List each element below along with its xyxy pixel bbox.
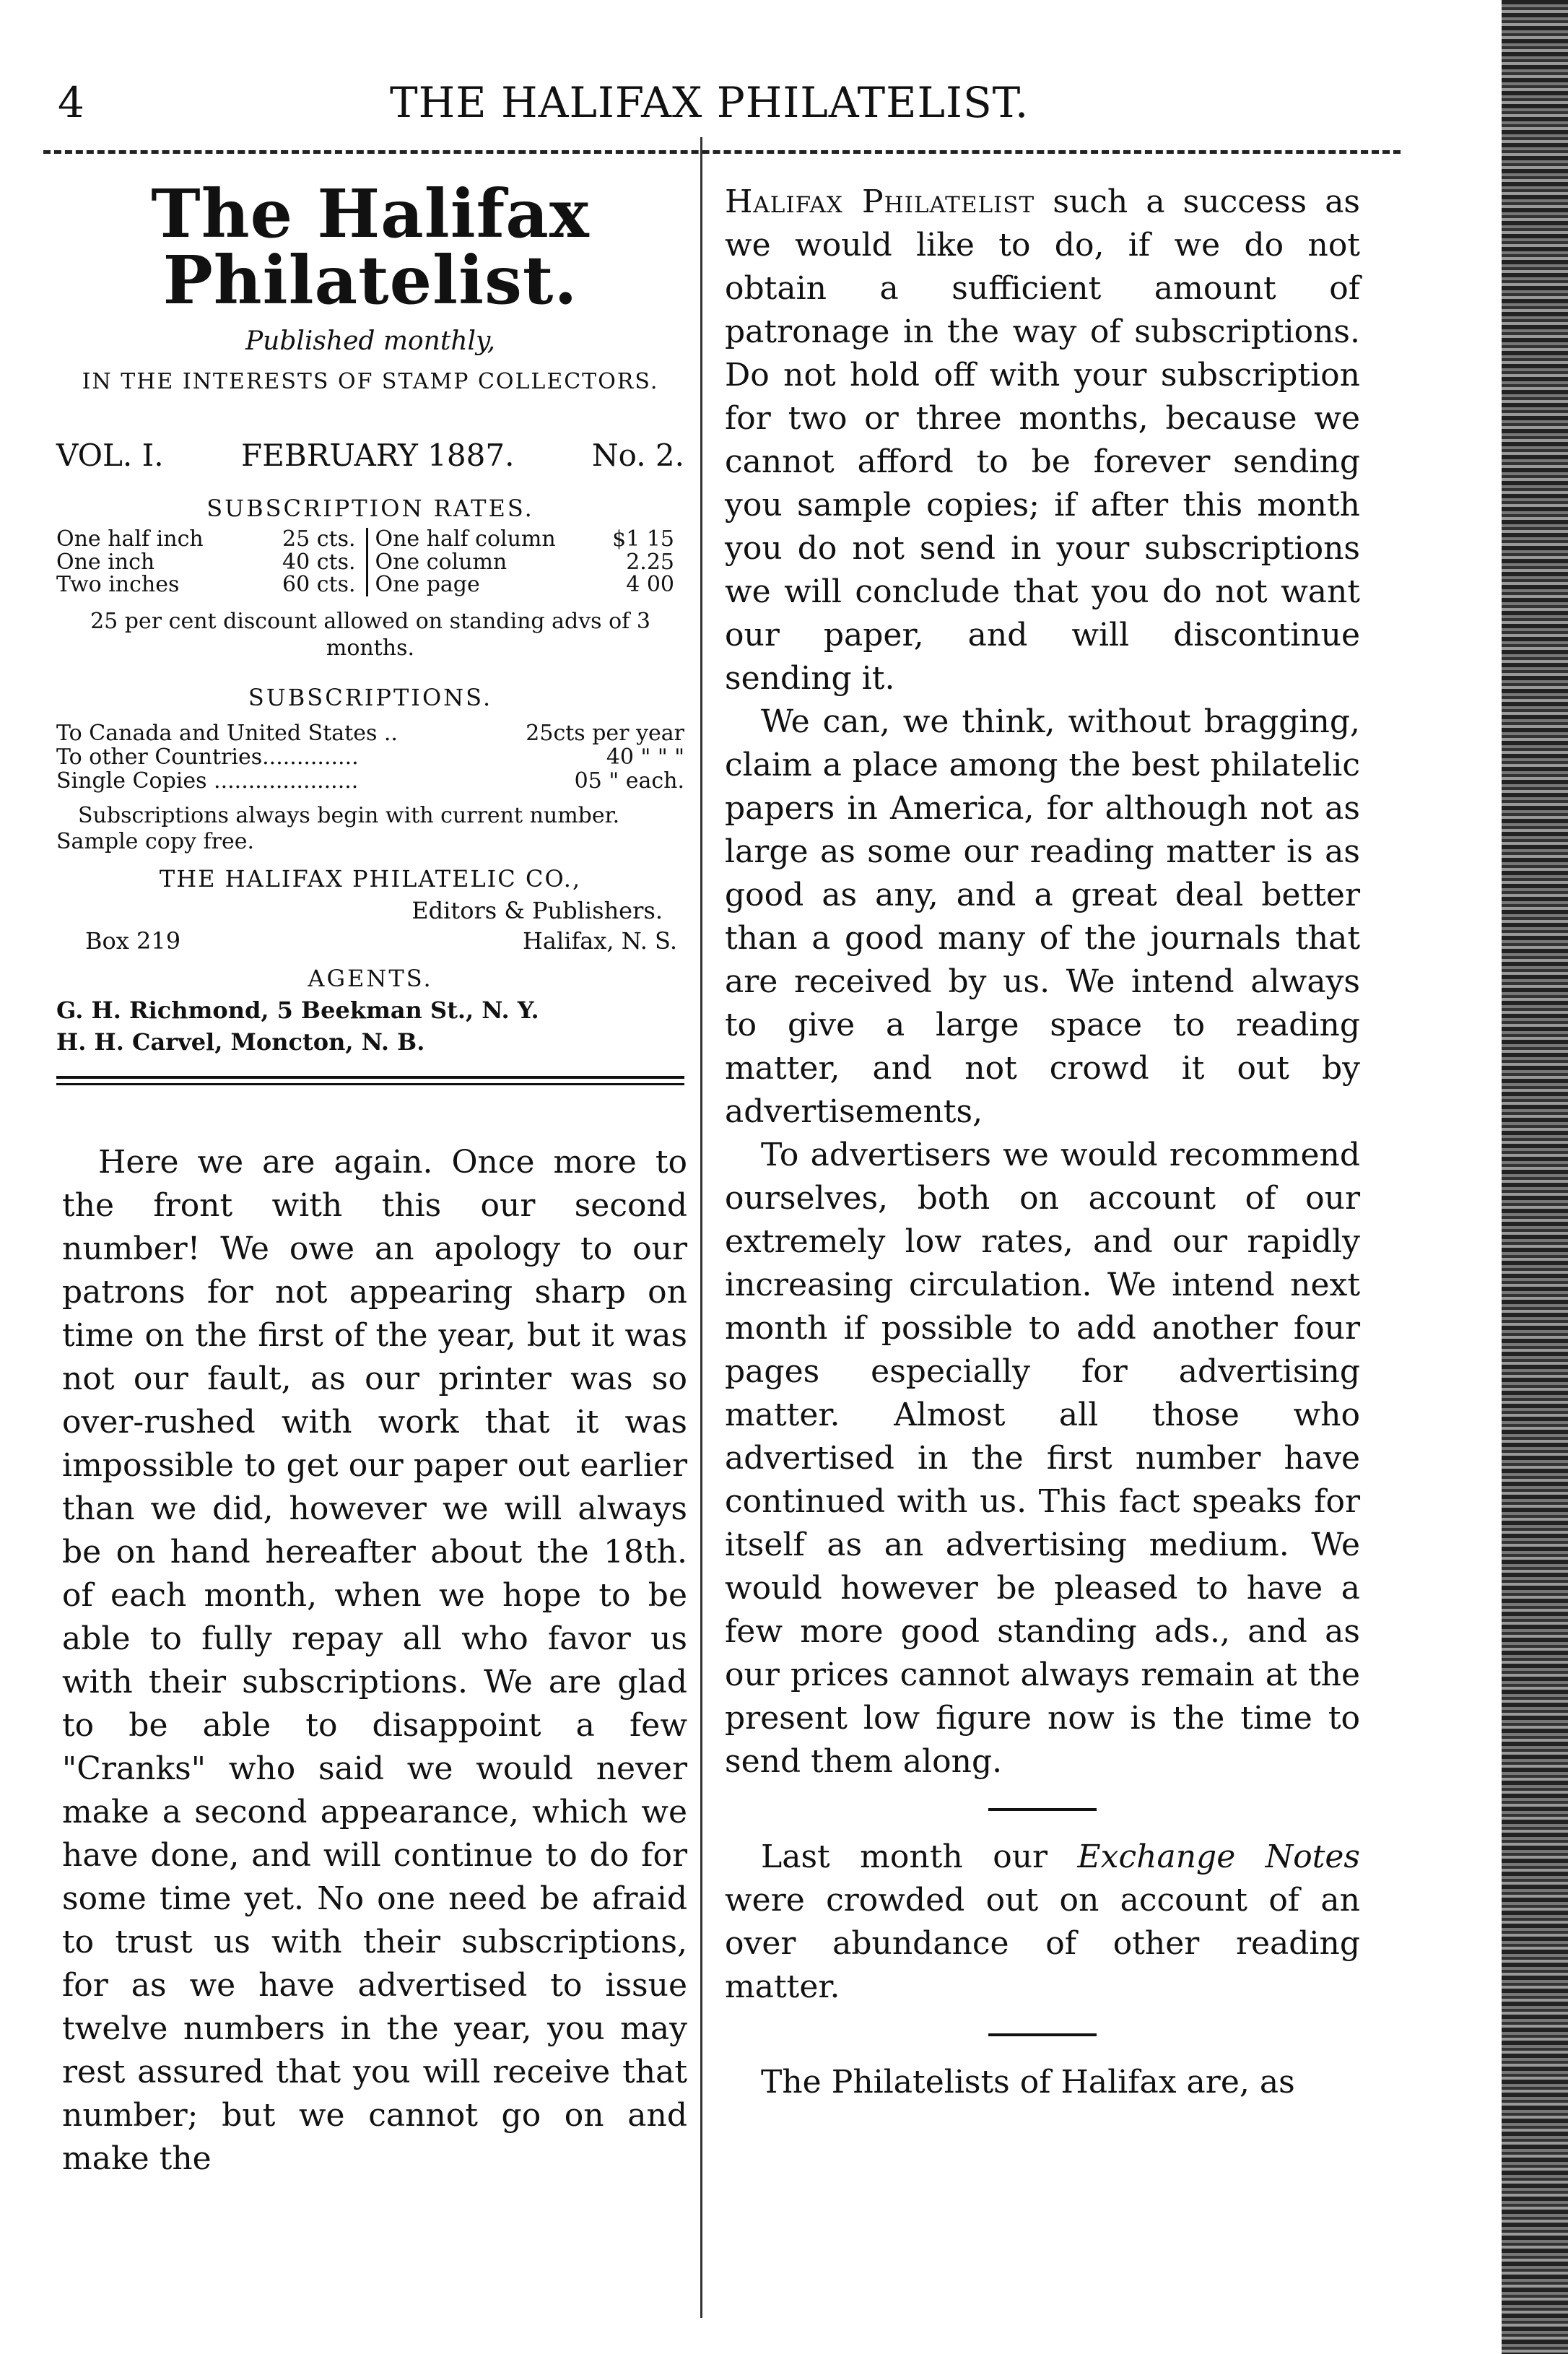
discount-note: 25 per cent discount allowed on standing advs of 3 months. bbox=[90, 608, 650, 661]
volume-line bbox=[56, 438, 684, 473]
article-paragraph: To advertisers we would recommend ourselves, both on account of our extremely low rates, and our rapidly increasing circulation. We intend next month if possible to add another four pages especially for advertising matter. Almost all those who advertised in the first number have continued with us. This fact speaks for itself as an advertising medium. We would however be pleased to have a few more good standing ads., and as our prices cannot always remain at the present low figure now is the time to send them along. bbox=[725, 1137, 1360, 1780]
scan-edge-strip bbox=[1502, 0, 1568, 2354]
subscriptions-note: Subscriptions always begin with current number. Sample copy free. bbox=[56, 802, 620, 854]
article-paragraph: Last month our Exchange Notes were crowded out on account of an over abundance of other reading matter. bbox=[725, 1838, 1360, 2005]
issue-date: FEBRUARY 1887. bbox=[241, 438, 515, 473]
rate-row: One inch 40 cts. bbox=[56, 549, 356, 575]
left-column bbox=[56, 175, 684, 1085]
header-rule bbox=[43, 150, 1401, 154]
article-paragraph: Halifax Philatelist such a success as we would like to do, if we do not obtain a sufficient amount of patronage in the way of subscriptions. Do not hold off with your subscription for two or three months, because we cannot afford to be forever sending you sample copies; if after this month you do not send in your subscriptions we will conclude that you do not want our paper, and will discontinue sending it. bbox=[725, 183, 1361, 697]
publisher-address bbox=[56, 927, 684, 955]
subscription-row: To Canada and United States .. 25cts per year bbox=[56, 720, 684, 746]
exchange-notes-title: Exchange Notes bbox=[1077, 1838, 1360, 1875]
left-article-paragraph: Here we are again. Once more to the front with this our second number! We owe an apology to our patrons for not appearing sharp on time on the first of the year, but it was not our fault, as our printer was so over-rushed with work that it was impossible to get our paper out earlier than we did, however we will always be on hand hereafter about the 18th. of each month, when we hope to be able to fully repay all who favor us with their subscriptions. We are glad to be able to disappoint a few "Cranks" who said we would never make a second appearance, which we have done, and will continue to do for some time yet. No one need be afraid to trust us with their subscriptions, for as we have advertised to issue twelve numbers in the year, you may rest assured that you will receive that number; but we cannot go on and make the bbox=[62, 1144, 687, 2177]
subscription-row: Single Copies ..................... 05 " each. bbox=[56, 768, 684, 794]
publisher-role: Editors & Publishers. bbox=[411, 896, 663, 924]
rate-row: One page 4 00 bbox=[375, 572, 674, 597]
interest-line: IN THE INTERESTS OF STAMP COLLECTORS. bbox=[82, 369, 659, 394]
left-article bbox=[62, 1141, 687, 2181]
agents-heading: AGENTS. bbox=[308, 964, 433, 992]
rates-right-col bbox=[366, 528, 685, 596]
article-paragraph: The Philatelists of Halifax are, as bbox=[761, 2064, 1295, 2101]
rate-row: One half column $1 15 bbox=[375, 526, 674, 552]
section-rule bbox=[988, 2033, 1097, 2036]
issue-number: No. 2. bbox=[591, 438, 684, 473]
agent-entry: G. H. Richmond, 5 Beekman St., N. Y. bbox=[56, 996, 539, 1024]
post-box: Box 219 bbox=[85, 926, 181, 955]
masthead-double-rule bbox=[56, 1076, 684, 1085]
city: Halifax, N. S. bbox=[522, 926, 677, 955]
paper-name: Halifax Philatelist bbox=[725, 183, 1035, 220]
column-divider bbox=[700, 137, 702, 2318]
masthead-title: The Halifax Philatelist. bbox=[151, 175, 590, 319]
page-number: 4 bbox=[58, 78, 84, 127]
rates-table bbox=[56, 528, 684, 596]
agent-entry: H. H. Carvel, Moncton, N. B. bbox=[56, 1028, 425, 1056]
subscriptions-heading: SUBSCRIPTIONS. bbox=[248, 683, 493, 711]
running-title: THE HALIFAX PHILATELIST. bbox=[390, 78, 1029, 127]
rates-left-col bbox=[56, 528, 366, 596]
section-rule bbox=[988, 1808, 1097, 1811]
rate-row: One half inch 25 cts. bbox=[56, 526, 356, 552]
subscriptions-list bbox=[56, 721, 684, 793]
rate-row: One column 2.25 bbox=[375, 549, 674, 575]
rate-row: Two inches 60 cts. bbox=[56, 572, 356, 597]
subscription-rates-heading: SUBSCRIPTION RATES. bbox=[206, 495, 534, 522]
subscription-row: To other Countries.............. 40 " " " bbox=[56, 744, 684, 770]
article-paragraph: We can, we think, without bragging, claim a place among the best philatelic papers in America, for although not as large as some our reading matter is as good as any, and a great deal better than a good many of the journals that are received by us. We intend always to give a large space to reading matter, and not crowd it out by advertisements, bbox=[725, 703, 1360, 1130]
volume: VOL. I. bbox=[56, 438, 164, 473]
right-column bbox=[725, 181, 1360, 2104]
publication-frequency: Published monthly, bbox=[245, 326, 496, 356]
publisher-company: THE HALIFAX PHILATELIC CO., bbox=[159, 864, 582, 892]
